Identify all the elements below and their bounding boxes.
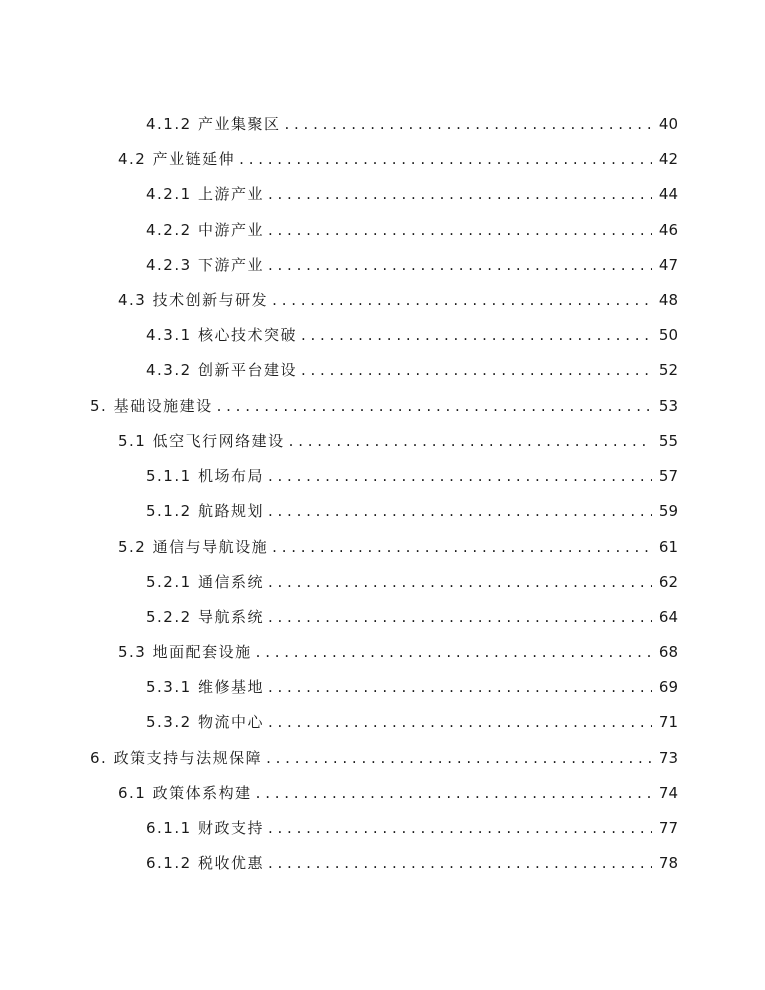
- toc-entry-title: 财政支持: [197, 819, 264, 837]
- toc-dot-leader: [239, 147, 652, 171]
- toc-entry[interactable]: [146, 816, 678, 840]
- toc-entry-label: [118, 288, 268, 312]
- toc-entry-title: 上游产业: [197, 185, 264, 203]
- toc-entry[interactable]: [146, 675, 678, 699]
- toc-entry-number: 4.2.1: [146, 185, 192, 203]
- toc-entry-label: [118, 781, 252, 805]
- toc-dot-leader: [268, 218, 652, 242]
- toc-entry-number: 5.3.2: [146, 713, 192, 731]
- toc-entry-title: 创新平台建设: [197, 361, 297, 379]
- toc-dot-leader: [284, 112, 652, 136]
- toc-entry-title: 下游产业: [197, 256, 264, 274]
- toc-page-number: 44: [658, 185, 678, 203]
- toc-entry[interactable]: [118, 535, 678, 559]
- toc-entry-title: 产业集聚区: [197, 115, 281, 133]
- toc-entry-number: 4.1.2: [146, 115, 192, 133]
- toc-page-number: 47: [658, 256, 678, 274]
- toc-dot-leader: [266, 746, 656, 770]
- toc-entry[interactable]: [90, 746, 678, 770]
- toc-entry-title: 导航系统: [197, 608, 264, 626]
- toc-entry-label: [146, 675, 264, 699]
- toc-dot-leader: [256, 781, 652, 805]
- toc-entry-label: [118, 147, 235, 171]
- toc-entry-title: 维修基地: [197, 678, 264, 696]
- toc-entry-label: [146, 182, 264, 206]
- toc-entry[interactable]: [146, 464, 678, 488]
- toc-entry-title: 政策支持与法规保障: [113, 749, 263, 767]
- toc-page-number: 74: [658, 784, 678, 802]
- toc-page-number: 53: [658, 397, 678, 415]
- toc-dot-leader: [268, 851, 652, 875]
- toc-entry-title: 通信系统: [197, 573, 264, 591]
- toc-page-number: 59: [658, 502, 678, 520]
- toc-entry-number: 5.: [90, 397, 108, 415]
- toc-dot-leader: [301, 358, 652, 382]
- toc-entry-title: 物流中心: [197, 713, 264, 731]
- toc-entry[interactable]: [146, 710, 678, 734]
- toc-entry[interactable]: [146, 570, 678, 594]
- toc-entry[interactable]: [146, 851, 678, 875]
- toc-entry-number: 6.1.1: [146, 819, 192, 837]
- toc-page-number: 77: [658, 819, 678, 837]
- toc-entry-title: 产业链延伸: [152, 150, 236, 168]
- toc-entry-label: [146, 605, 264, 629]
- toc-entry-number: 4.2.2: [146, 221, 192, 239]
- toc-page-number: 55: [658, 432, 678, 450]
- toc-entry-title: 机场布局: [197, 467, 264, 485]
- toc-dot-leader: [268, 675, 652, 699]
- toc-entry[interactable]: [146, 253, 678, 277]
- toc-entry-number: 6.1: [118, 784, 147, 802]
- toc-entry-number: 5.2.1: [146, 573, 192, 591]
- toc-entry[interactable]: [146, 218, 678, 242]
- toc-entry-number: 5.2: [118, 538, 147, 556]
- toc-entry-title: 地面配套设施: [152, 643, 252, 661]
- toc-entry[interactable]: [118, 429, 678, 453]
- toc-entry[interactable]: [118, 288, 678, 312]
- toc-page-number: 61: [658, 538, 678, 556]
- toc-entry-title: 税收优惠: [197, 854, 264, 872]
- toc-entry-title: 技术创新与研发: [152, 291, 269, 309]
- toc-entry-label: [146, 851, 264, 875]
- toc-entry[interactable]: [146, 358, 678, 382]
- toc-page-number: 71: [658, 713, 678, 731]
- toc-dot-leader: [272, 535, 652, 559]
- toc-entry-label: [146, 570, 264, 594]
- toc-dot-leader: [268, 710, 652, 734]
- toc-dot-leader: [268, 499, 652, 523]
- toc-dot-leader: [268, 182, 652, 206]
- toc-entry-label: [146, 464, 264, 488]
- toc-dot-leader: [268, 605, 652, 629]
- toc-dot-leader: [217, 394, 656, 418]
- toc-page-number: 50: [658, 326, 678, 344]
- toc-page-number: 69: [658, 678, 678, 696]
- toc-dot-leader: [268, 253, 652, 277]
- toc-entry-number: 6.: [90, 749, 108, 767]
- toc-entry[interactable]: [118, 640, 678, 664]
- toc-entry[interactable]: [146, 112, 678, 136]
- toc-entry-number: 5.3.1: [146, 678, 192, 696]
- toc-entry-number: 5.1.2: [146, 502, 192, 520]
- toc-entry-title: 航路规划: [197, 502, 264, 520]
- toc-entry[interactable]: [146, 605, 678, 629]
- toc-dot-leader: [256, 640, 652, 664]
- toc-entry-title: 基础设施建设: [113, 397, 213, 415]
- toc-entry-label: [146, 710, 264, 734]
- toc-page-number: 78: [658, 854, 678, 872]
- toc-entry-number: 4.3: [118, 291, 147, 309]
- toc-entry-title: 通信与导航设施: [152, 538, 269, 556]
- toc-page-number: 52: [658, 361, 678, 379]
- toc-entry[interactable]: [90, 394, 678, 418]
- toc-dot-leader: [268, 464, 652, 488]
- toc-entry-number: 4.3.1: [146, 326, 192, 344]
- toc-entry-label: [146, 323, 297, 347]
- toc-entry[interactable]: [146, 182, 678, 206]
- toc-entry-label: [118, 640, 252, 664]
- toc-entry-number: 5.3: [118, 643, 147, 661]
- toc-entry-label: [146, 218, 264, 242]
- toc-entry[interactable]: [146, 499, 678, 523]
- toc-dot-leader: [268, 570, 652, 594]
- toc-entry-label: [90, 746, 262, 770]
- toc-entry[interactable]: [118, 781, 678, 805]
- toc-entry[interactable]: [146, 323, 678, 347]
- toc-page-number: 46: [658, 221, 678, 239]
- toc-entry[interactable]: [118, 147, 678, 171]
- toc-page-number: 73: [658, 749, 678, 767]
- toc-entry-label: [146, 112, 280, 136]
- toc-entry-label: [146, 499, 264, 523]
- toc-entry-number: 6.1.2: [146, 854, 192, 872]
- toc-dot-leader: [301, 323, 652, 347]
- toc-entry-label: [118, 535, 268, 559]
- toc-entry-number: 5.2.2: [146, 608, 192, 626]
- toc-entry-number: 4.3.2: [146, 361, 192, 379]
- toc-dot-leader: [289, 429, 652, 453]
- toc-entry-title: 中游产业: [197, 221, 264, 239]
- toc-entry-label: [90, 394, 213, 418]
- toc-page-number: 62: [658, 573, 678, 591]
- toc-entry-label: [146, 816, 264, 840]
- toc-entry-number: 4.2.3: [146, 256, 192, 274]
- toc-page-number: 40: [658, 115, 678, 133]
- toc-entry-title: 低空飞行网络建设: [152, 432, 285, 450]
- toc-page-number: 48: [658, 291, 678, 309]
- toc-entry-number: 5.1.1: [146, 467, 192, 485]
- toc-entry-label: [146, 253, 264, 277]
- toc-entry-number: 5.1: [118, 432, 147, 450]
- toc-entry-title: 核心技术突破: [197, 326, 297, 344]
- toc-dot-leader: [272, 288, 652, 312]
- toc-entry-number: 4.2: [118, 150, 147, 168]
- toc-entry-title: 政策体系构建: [152, 784, 252, 802]
- toc-entry-label: [118, 429, 285, 453]
- toc-page-number: 57: [658, 467, 678, 485]
- toc-page-number: 42: [658, 150, 678, 168]
- toc-entry-label: [146, 358, 297, 382]
- toc-dot-leader: [268, 816, 652, 840]
- toc-page-number: 64: [658, 608, 678, 626]
- toc-page-number: 68: [658, 643, 678, 661]
